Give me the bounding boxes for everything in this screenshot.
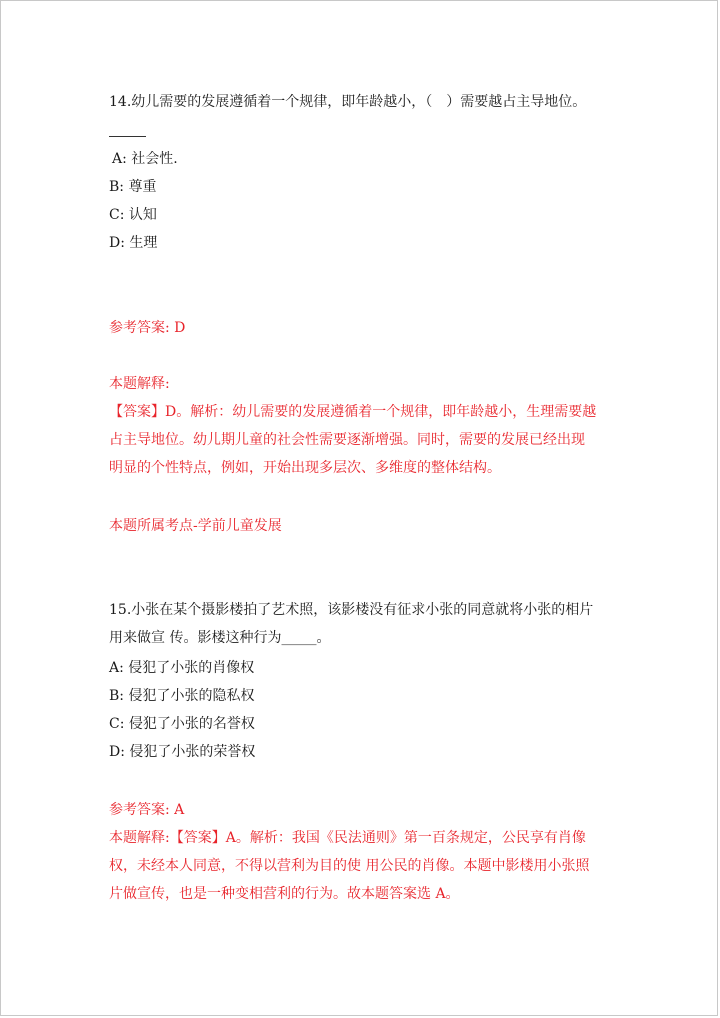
q15-option-b: B: 侵犯了小张的隐私权: [109, 688, 255, 704]
q15-explanation-line-1: 本题解释:【答案】A。解析：我国《民法通则》第一百条规定，公民享有肖像: [109, 830, 586, 846]
q14-explanation-label: 本题解释:: [109, 376, 170, 392]
q15-explanation-line-2: 权，未经本人同意，不得以营利为目的使 用公民的肖像。本题中影楼用小张照: [109, 858, 590, 874]
q15-option-d: D: 侵犯了小张的荣誉权: [109, 744, 256, 760]
q15-question-line-2: 用来做宣 传。影楼这种行为_____。: [109, 630, 331, 646]
q14-reference-answer: 参考答案: D: [109, 320, 186, 336]
q14-topic: 本题所属考点-学前儿童发展: [109, 518, 282, 534]
q15-question-line-1: 15.小张在某个摄影楼拍了艺术照，该影楼没有征求小张的同意就将小张的相片: [109, 602, 594, 618]
q14-answer-blank: [109, 136, 146, 137]
q14-explanation-line-3: 明显的个性特点，例如，开始出现多层次、多维度的整体结构。: [109, 460, 501, 476]
q15-option-a: A: 侵犯了小张的肖像权: [109, 660, 255, 676]
q14-question: 14.幼儿需要的发展遵循着一个规律，即年龄越小，（ ）需要越占主导地位。: [109, 94, 587, 110]
q14-option-b: B: 尊重: [109, 179, 157, 195]
q14-option-d: D: 生理: [109, 235, 158, 251]
q15-option-c: C: 侵犯了小张的名誉权: [109, 716, 255, 732]
q14-option-c: C: 认知: [109, 207, 157, 223]
q15-reference-answer: 参考答案: A: [109, 802, 185, 818]
q14-option-a: A: 社会性.: [112, 151, 178, 167]
q15-explanation-line-3: 片做宣传，也是一种变相营利的行为。故本题答案选 A。: [109, 886, 460, 902]
q14-explanation-line-1: 【答案】D。解析：幼儿需要的发展遵循着一个规律，即年龄越小，生理需要越: [109, 404, 597, 420]
q14-explanation-line-2: 占主导地位。幼儿期儿童的社会性需要逐渐增强。同时，需要的发展已经出现: [109, 432, 585, 448]
